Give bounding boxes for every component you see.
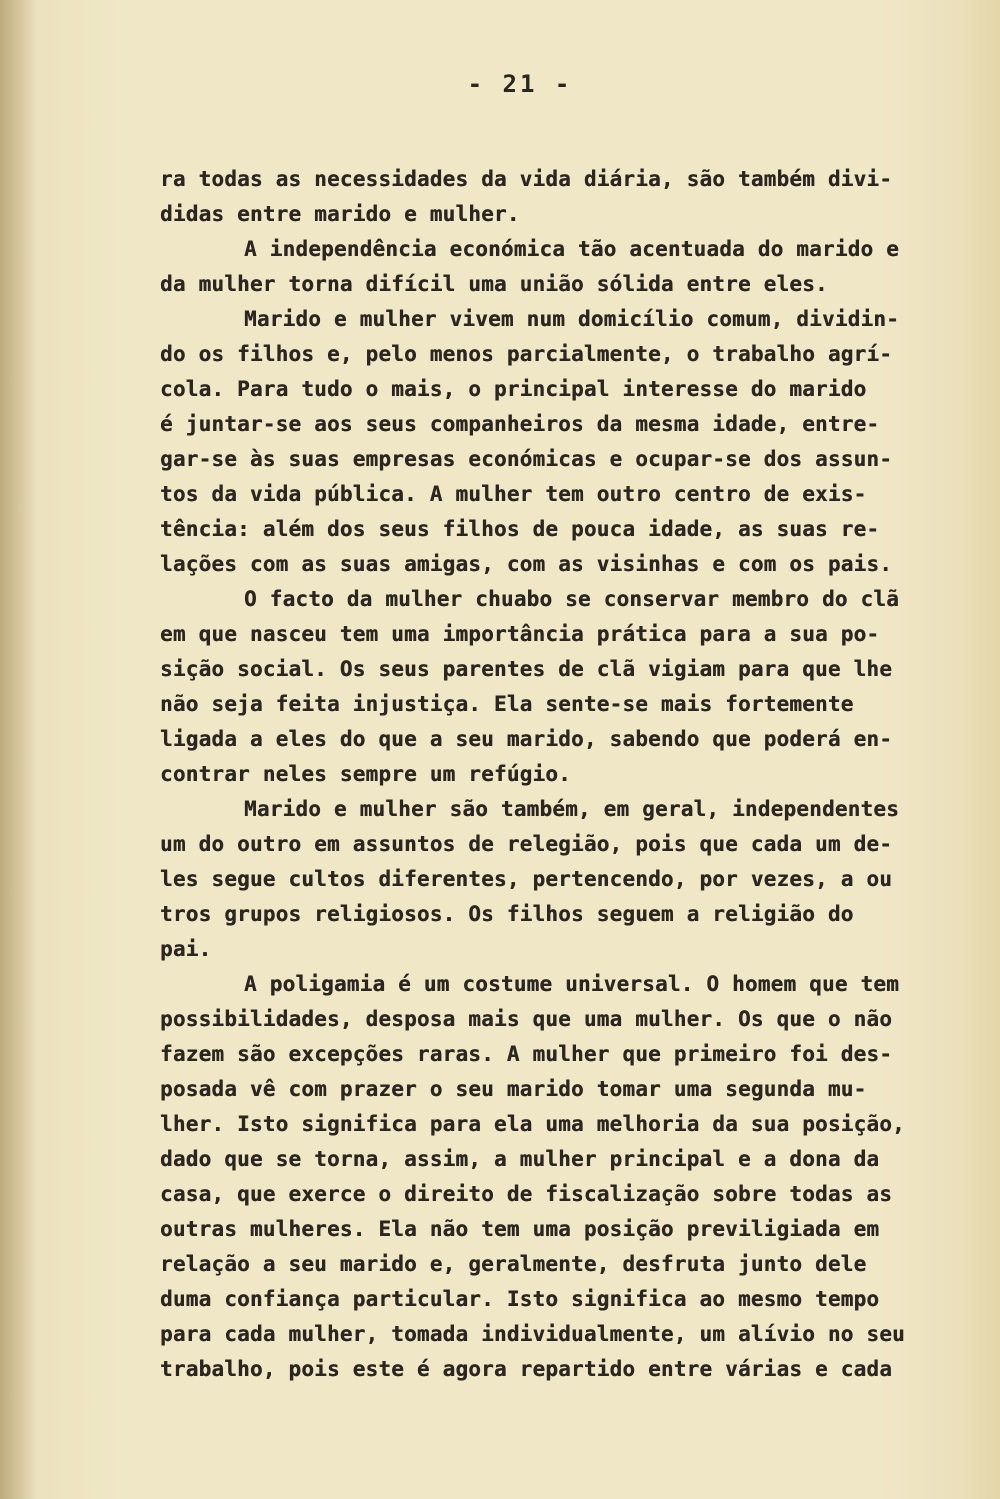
- text-line: tos da vida pública. A mulher tem outro centro de exis-: [160, 482, 867, 506]
- text-line: ra todas as necessidades da vida diária, são também divi-: [160, 167, 893, 191]
- text-line: O facto da mulher chuabo se conservar membro do clã: [244, 587, 899, 611]
- text-line: Marido e mulher vivem num domicílio comum, dividin-: [244, 307, 899, 331]
- page-number: - 21 -: [467, 70, 573, 98]
- text-line: contrar neles sempre um refúgio.: [160, 762, 571, 786]
- text-line: fazem são excepções raras. A mulher que primeiro foi des-: [160, 1042, 893, 1066]
- text-line: les segue cultos diferentes, pertencendo, por vezes, a ou: [160, 867, 893, 891]
- text-line: didas entre marido e mulher.: [160, 202, 520, 226]
- text-line: relação a seu marido e, geralmente, desfruta junto dele: [160, 1252, 867, 1276]
- text-line: A independência económica tão acentuada do marido e: [244, 237, 899, 261]
- text-line: tência: além dos seus filhos de pouca idade, as suas re-: [160, 517, 880, 541]
- text-line: gar-se às suas empresas económicas e ocupar-se dos assun-: [160, 447, 893, 471]
- text-line: lações com as suas amigas, com as visinhas e com os pais.: [160, 552, 893, 576]
- text-line: para cada mulher, tomada individualmente, um alívio no seu: [160, 1322, 905, 1346]
- text-line: lher. Isto significa para ela uma melhoria da sua posição,: [160, 1112, 905, 1136]
- text-line: posada vê com prazer o seu marido tomar uma segunda mu-: [160, 1077, 867, 1101]
- text-line: A poligamia é um costume universal. O homem que tem: [244, 972, 899, 996]
- text-line: do os filhos e, pelo menos parcialmente, o trabalho agrí-: [160, 342, 893, 366]
- text-line: um do outro em assuntos de relegião, pois que cada um de-: [160, 832, 893, 856]
- text-line: duma confiança particular. Isto significa ao mesmo tempo: [160, 1287, 880, 1311]
- text-line: cola. Para tudo o mais, o principal interesse do marido: [160, 377, 867, 401]
- binding-shadow: [0, 0, 36, 1499]
- text-line: possibilidades, desposa mais que uma mulher. Os que o não: [160, 1007, 893, 1031]
- text-line: dado que se torna, assim, a mulher principal e a dona da: [160, 1147, 880, 1171]
- text-line: em que nasceu tem uma importância prática para a sua po-: [160, 622, 880, 646]
- text-line: ligada a eles do que a seu marido, sabendo que poderá en-: [160, 727, 893, 751]
- text-line: trabalho, pois este é agora repartido entre várias e cada: [160, 1357, 893, 1381]
- text-line: Marido e mulher são também, em geral, independentes: [244, 797, 899, 821]
- text-line: outras mulheres. Ela não tem uma posição previligiada em: [160, 1217, 880, 1241]
- text-line: da mulher torna difícil uma união sólida entre eles.: [160, 272, 828, 296]
- text-line: é juntar-se aos seus companheiros da mesma idade, entre-: [160, 412, 880, 436]
- text-line: sição social. Os seus parentes de clã vigiam para que lhe: [160, 657, 893, 681]
- body-text: [160, 162, 960, 1387]
- text-line: tros grupos religiosos. Os filhos seguem a religião do: [160, 902, 854, 926]
- text-line: pai.: [160, 937, 212, 961]
- text-line: casa, que exerce o direito de fiscalização sobre todas as: [160, 1182, 893, 1206]
- text-line: não seja feita injustiça. Ela sente-se mais fortemente: [160, 692, 854, 716]
